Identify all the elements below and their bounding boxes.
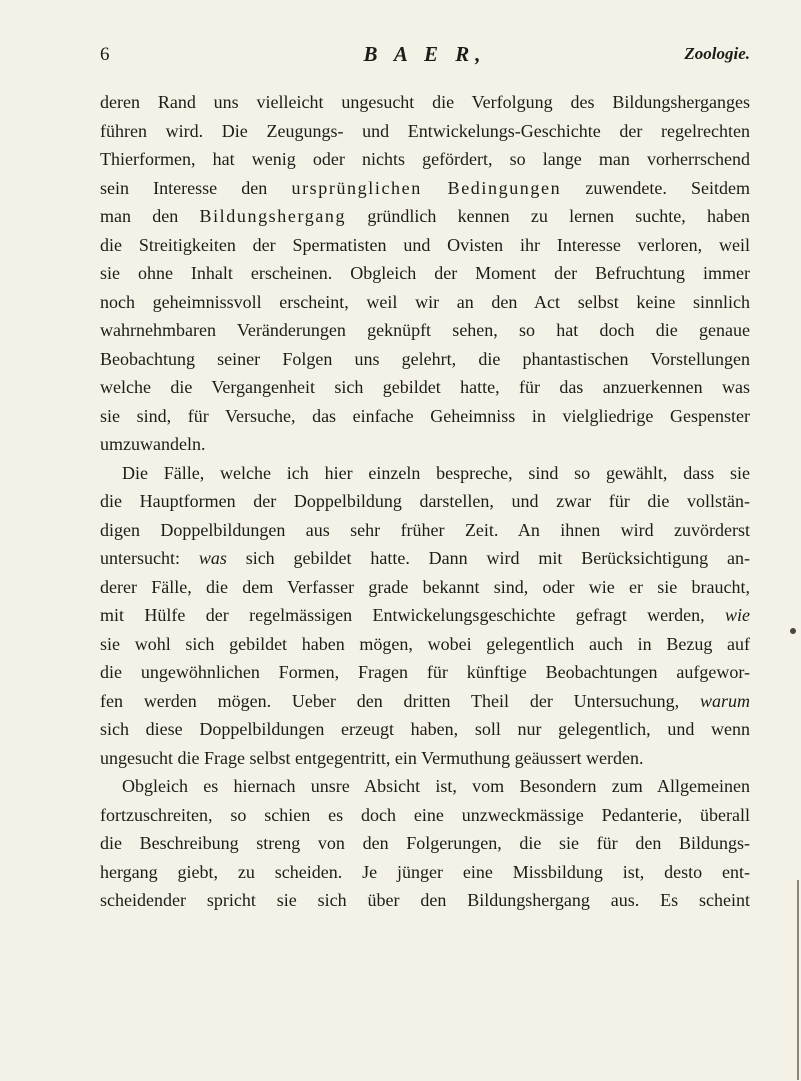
text-line: hergang giebt, zu scheiden. Je jünger eine Missbildung ist, desto ent- — [100, 861, 750, 882]
text-line: sie ohne Inhalt erscheinen. Obgleich der Moment der Befruchtung immer — [100, 263, 750, 283]
text-line: fortzuschreiten, so schien es doch eine unzweckmässige Pedanterie, überall — [100, 804, 750, 825]
text-line: umzuwandeln. — [100, 434, 206, 454]
text-line: Beobachtung seiner Folgen uns gelehrt, die phantastischen Vorstellungen — [100, 348, 750, 369]
text-line: mit Hülfe der regelmässigen Entwickelungsgeschichte gefragt werden, wie — [100, 605, 750, 625]
text-line: deren Rand uns vielleicht ungesucht die Verfolgung des Bildungsherganges — [100, 92, 750, 112]
text-line: wahrnehmbaren Veränderungen geknüpft sehen, so hat doch die genaue — [100, 320, 750, 340]
italic-emphasis: warum — [699, 690, 750, 711]
margin-ink-dot — [790, 628, 796, 634]
running-title: B A E R, — [363, 42, 487, 66]
text-line: derer Fälle, die dem Verfasser grade bekannt sind, oder wie er sie braucht, — [100, 576, 750, 597]
text-line: die ungewöhnlichen Formen, Fragen für künftige Beobachtungen aufgewor- — [100, 662, 750, 682]
text-line: sein Interesse den ursprünglichen Bedingungen zuwendete. Seitdem — [100, 177, 750, 198]
italic-emphasis: was — [198, 548, 227, 568]
text-line: führen wird. Die Zeugungs- und Entwickelungs-Geschichte der regelrechten — [100, 120, 750, 141]
text-line: untersucht: was sich gebildet hatte. Dann wird mit Berücksichtigung an- — [100, 548, 750, 568]
text-line: digen Doppelbildungen aus sehr früher Zeit. An ihnen wird zuvörderst — [100, 519, 750, 540]
text-line: noch geheimnissvoll erscheint, weil wir an den Act selbst keine sinnlich — [100, 291, 750, 312]
running-head — [100, 44, 750, 70]
page-edge-shadow — [797, 880, 799, 1080]
text-line: sie wohl sich gebildet haben mögen, wobei gelegentlich auch in Bezug auf — [100, 633, 750, 654]
text-line: Thierformen, hat wenig oder nichts gefördert, so lange man vorherrschend — [100, 149, 750, 169]
text-line: man den Bildungshergang gründlich kennen zu lernen suchte, haben — [100, 206, 750, 226]
text-line: fen werden mögen. Ueber den dritten Theil der Untersuchung, warum — [100, 690, 750, 711]
spaced-emphasis: ursprünglichen Bedingungen — [291, 177, 562, 198]
text-line: Obgleich es hiernach unsre Absicht ist, vom Besondern zum Allgemeinen — [122, 776, 750, 796]
page-number: 6 — [100, 44, 110, 65]
text-line: die Hauptformen der Doppelbildung darstellen, und zwar für die vollstän- — [100, 491, 750, 511]
text-line: sich diese Doppelbildungen erzeugt haben, soll nur gelegentlich, und wenn — [100, 719, 750, 739]
spaced-emphasis: Bildungshergang — [199, 206, 347, 226]
text-line: ungesucht die Frage selbst entgegentritt, ein Vermuthung geäussert werden. — [100, 747, 644, 768]
text-line: Die Fälle, welche ich hier einzeln bespreche, sind so gewählt, dass sie — [122, 462, 750, 483]
text-line: die Streitigkeiten der Spermatisten und Ovisten ihr Interesse verloren, weil — [100, 234, 750, 255]
section-label: Zoologie. — [684, 44, 750, 63]
text-line: scheidender spricht sie sich über den Bildungshergang aus. Es scheint — [100, 890, 750, 910]
italic-emphasis: wie — [725, 605, 750, 625]
text-line: sie sind, für Versuche, das einfache Geheimniss in vielgliedrige Gespenster — [100, 405, 750, 426]
text-line: die Beschreibung streng von den Folgerungen, die sie für den Bildungs- — [100, 833, 750, 853]
text-line: welche die Vergangenheit sich gebildet hatte, für das anzuerkennen was — [100, 377, 750, 397]
body-text — [100, 88, 750, 915]
